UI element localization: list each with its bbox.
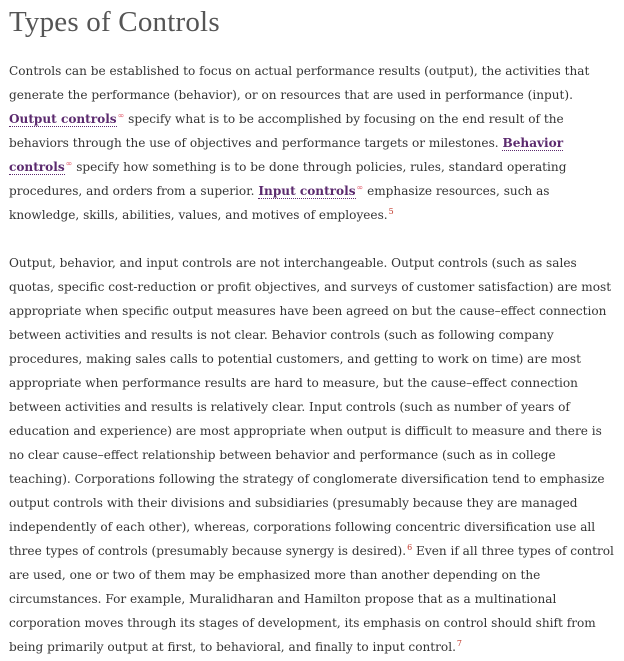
paragraph-2-text-2: Even if all three types of control are used, one or two of them may be emphasized more than another depending on the circumstances. For example, Muralidharan and Hamilton propose that as a multinational corporation moves through its stages of development, its emphasis on control should shift from being primarily output at first, to behavioral, and finally to input control. — [9, 544, 614, 654]
paragraph-1: Controls can be established to focus on actual performance results (output), the activities that generate the performance (behavior), or on resources that are used in performance (input). Output controls∞ specify what is to be accomplished by focusing on the end result of the behaviors through the use of objectives and performance targets or milestones. Behavior controls∞ specify how something is to be done through policies, rules, standard operating procedures, and orders from a superior. Input controls∞ emphasize resources, such as knowledge, skills, abilities, values, and motives of employees.$^5$ — [9, 64, 590, 222]
term-behavior-controls[interactable]: Behavior controls — [9, 136, 564, 174]
paragraph-1-sentence-1: Controls can be established to focus on actual performance results (output), the activities that generate the performance (behavior), or on resources that are used in performance (input). — [9, 64, 590, 102]
term-input-controls[interactable]: Input controls — [258, 184, 356, 198]
paragraph-1-sentence-4: emphasize resources, such as knowledge, skills, abilities, values, and motives of employees. — [9, 184, 550, 222]
content-page — [0, 3, 624, 659]
paragraph-2-text-1: Output, behavior, and input controls are not interchangeable. Output controls (such as sales quotas, specific cost-reduction or profit objectives, and surveys of customer satisfaction) are most appropriate when specific output measures have been agreed on but the cause–effect connection between activities and results is not clear. Behavior controls (such as following company procedures, making sales calls to potential customers, and getting to work on time) are most appropriate when performance results are hard to measure, but the cause–effect connection between activities and results is relatively clear. Input controls (such as number of years of education and experience) are most appropriate when output is difficult to measure and there is no clear cause–effect relationship between behavior and performance (such as in college teaching). Corporations following the strategy of conglomerate diversification tend to emphasize output controls with their divisions and subsidiaries (presumably because they are managed independently of each other), whereas, corporations following concentric diversification use all three types of controls (presumably because synergy is desired). — [9, 256, 612, 558]
footnote-6[interactable]: 6 — [407, 542, 413, 552]
page-title: Types of Controls — [9, 6, 220, 38]
paragraph-1-sentence-2: specify what is to be accomplished by focusing on the end result of the behaviors through the use of objectives and performance targets or milestones. — [9, 112, 564, 150]
term-output-controls[interactable]: Output controls — [9, 112, 117, 126]
paragraph-1-sentence-3: specify how something is to be done through policies, rules, standard operating procedures, and orders from a superior. — [9, 160, 567, 198]
footnote-7[interactable]: 7 — [456, 638, 463, 648]
paragraph-2 — [9, 251, 614, 659]
footnote-5[interactable]: 5 — [388, 206, 394, 216]
